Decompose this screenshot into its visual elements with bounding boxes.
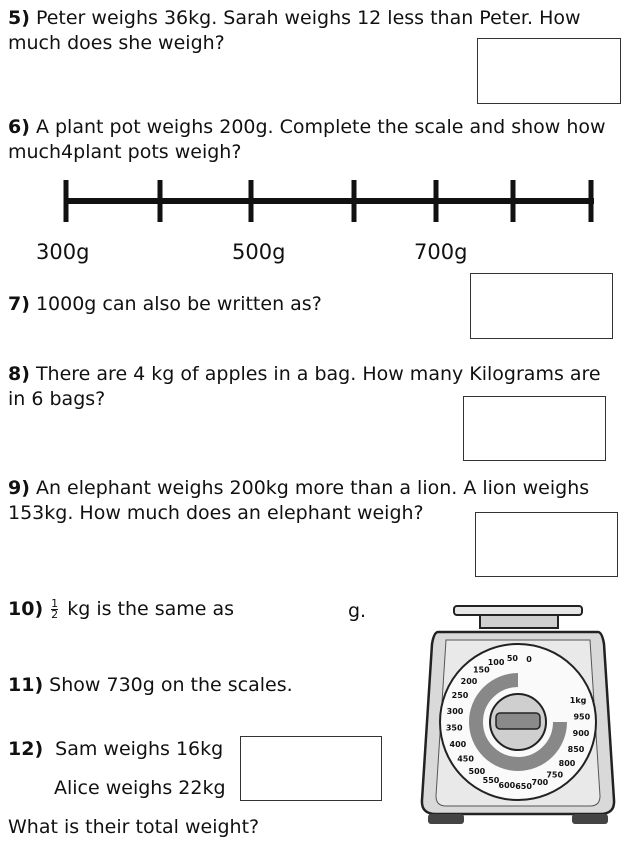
question-text: Peter weighs 36kg. Sarah weighs 12 less than Peter. How much does she weigh? [8,7,581,54]
scale-dial-label: 100 [487,657,505,667]
question-10 [8,597,234,622]
scale-foot-right [572,814,608,824]
scale-dial-label: 850 [567,745,585,754]
fraction-half [51,599,58,620]
question-number: 11) [8,674,44,696]
question-number: 6) [8,116,30,138]
question-text: An elephant weighs 200kg more than a lion. A lion weighs 153kg. How much does an elephant weigh? [8,477,590,524]
fraction-numerator: 1 [51,597,59,610]
kitchen-scale[interactable] [418,600,638,840]
question-12-line3: What is their total weight? [8,816,260,838]
scale-foot-left [428,814,464,824]
scale-dial-label: 400 [449,739,467,749]
question-text-line1: Sam weighs 16kg [55,738,224,760]
scale-dial-label: 150 [472,665,490,675]
scale-dial-label: 600 [498,781,516,790]
question-text: A plant pot weighs 200g. Complete the scale and show how much4plant pots weigh? [8,116,606,163]
number-line-label-500: 500g [232,240,286,264]
number-line[interactable] [0,170,638,230]
question-number: 10) [8,598,44,620]
question-number: 9) [8,477,30,499]
scale-dial-label: 550 [482,776,500,785]
scale-dial-label: 250 [451,691,469,700]
question-number: 12) [8,738,44,760]
scale-dial-label: 450 [457,754,474,764]
question-12 [8,737,223,762]
question-10-unit: g. [348,600,367,622]
scale-dial-label: 750 [546,770,564,780]
question-text: 1000g can also be written as? [35,293,322,315]
number-line-label-700: 700g [414,240,468,264]
answer-box-5[interactable] [477,38,621,104]
answer-box-8[interactable] [463,396,606,461]
scale-dial-label: 1kg [569,696,587,706]
question-text: kg is the same as [67,598,235,620]
scale-dial-label: 200 [460,676,478,686]
question-number: 8) [8,363,30,385]
scale-dial-label: 300 [446,706,464,716]
scale-dial-label: 500 [468,767,486,776]
scale-dial-label: 50 [506,654,518,664]
question-6 [8,115,618,165]
number-line-label-300: 300g [36,240,90,264]
question-11 [8,673,293,698]
question-12-line2: Alice weighs 22kg [54,777,226,799]
answer-box-12[interactable] [240,736,382,801]
scale-pan [454,606,582,615]
answer-box-7[interactable] [470,273,613,339]
question-7 [8,292,322,317]
scale-dial-label: 800 [558,759,576,769]
scale-dial-label: 950 [573,712,591,722]
scale-dial-label: 900 [572,729,590,739]
question-text: Show 730g on the scales. [49,674,293,696]
scale-dial-label: 350 [445,723,463,733]
scale-dial-label: 650 [515,781,532,791]
scale-dial-label: 0 [526,655,532,664]
scale-dial-label: 700 [531,778,549,788]
scale-pan-stem [480,615,558,628]
scale-center-window [496,713,540,729]
question-number: 7) [8,293,30,315]
answer-box-9[interactable] [475,512,618,577]
fraction-denominator: 2 [51,608,59,621]
question-number: 5) [8,7,30,29]
question-text: There are 4 kg of apples in a bag. How many Kilograms are in 6 bags? [8,363,601,410]
